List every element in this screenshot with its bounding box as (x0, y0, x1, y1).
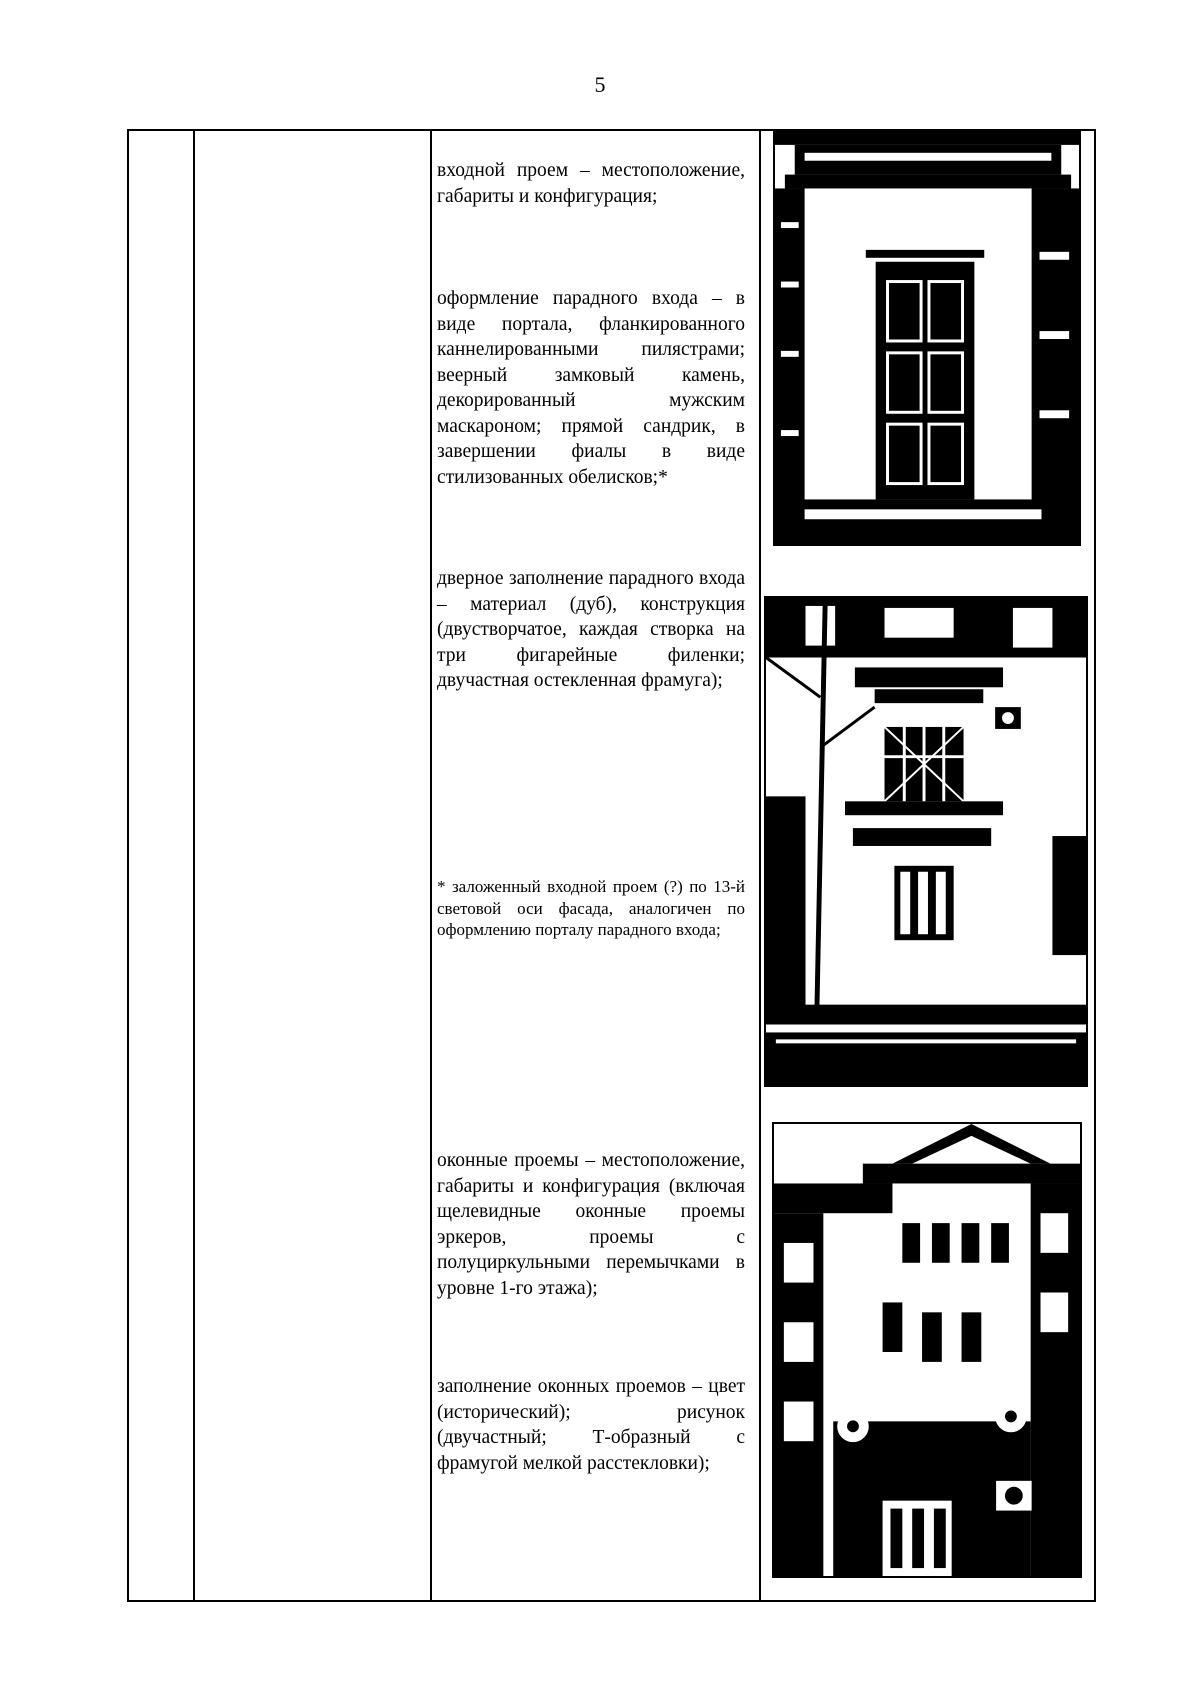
entrance-text: входной проем – местоположение, габариты и конфигурация; (437, 160, 745, 207)
text-block-footnote (437, 876, 745, 941)
window-fill-text: заполнение оконных проемов – цвет (исторический); рисунок (двучастный; Т-образный с фрамугой мелкой расстекловки); (437, 1376, 745, 1474)
text-block-door (437, 566, 745, 694)
text-block-entrance (437, 158, 745, 209)
footnote-text: * заложенный входной проем (?) по 13-й световой оси фасада, аналогичен по оформлению порталу парадного входа; (437, 877, 745, 939)
windows-text: оконные проемы – местоположение, габариты и конфигурация (включая щелевидные оконные проемы эркеров, проемы с полуциркульными перемычками в уровне 1-го этажа); (437, 1150, 745, 1299)
column-divider (193, 131, 195, 1600)
portal-text: оформление парадного входа – в виде портала, фланкированного каннелированными пилястрами; веерный замковый камень, декорированный мужским маскароном; прямой сандрик, в завершении фиалы в виде стилизованных обелисков;* (437, 288, 745, 488)
page-number: 5 (594, 72, 606, 97)
column-divider (759, 131, 761, 1600)
door-text: дверное заполнение парадного входа – материал (дуб), конструкция (двустворчатое, каждая створка на три фигарейные филенки; двучастная остекленная фрамуга); (437, 568, 745, 691)
text-block-portal (437, 286, 745, 490)
facade-balcony-photo (764, 596, 1088, 1087)
text-block-window-fill (437, 1374, 745, 1476)
text-block-windows (437, 1148, 745, 1301)
entrance-portal-photo (773, 131, 1081, 546)
column-divider (430, 131, 432, 1600)
facade-bay-window-photo (772, 1122, 1082, 1578)
